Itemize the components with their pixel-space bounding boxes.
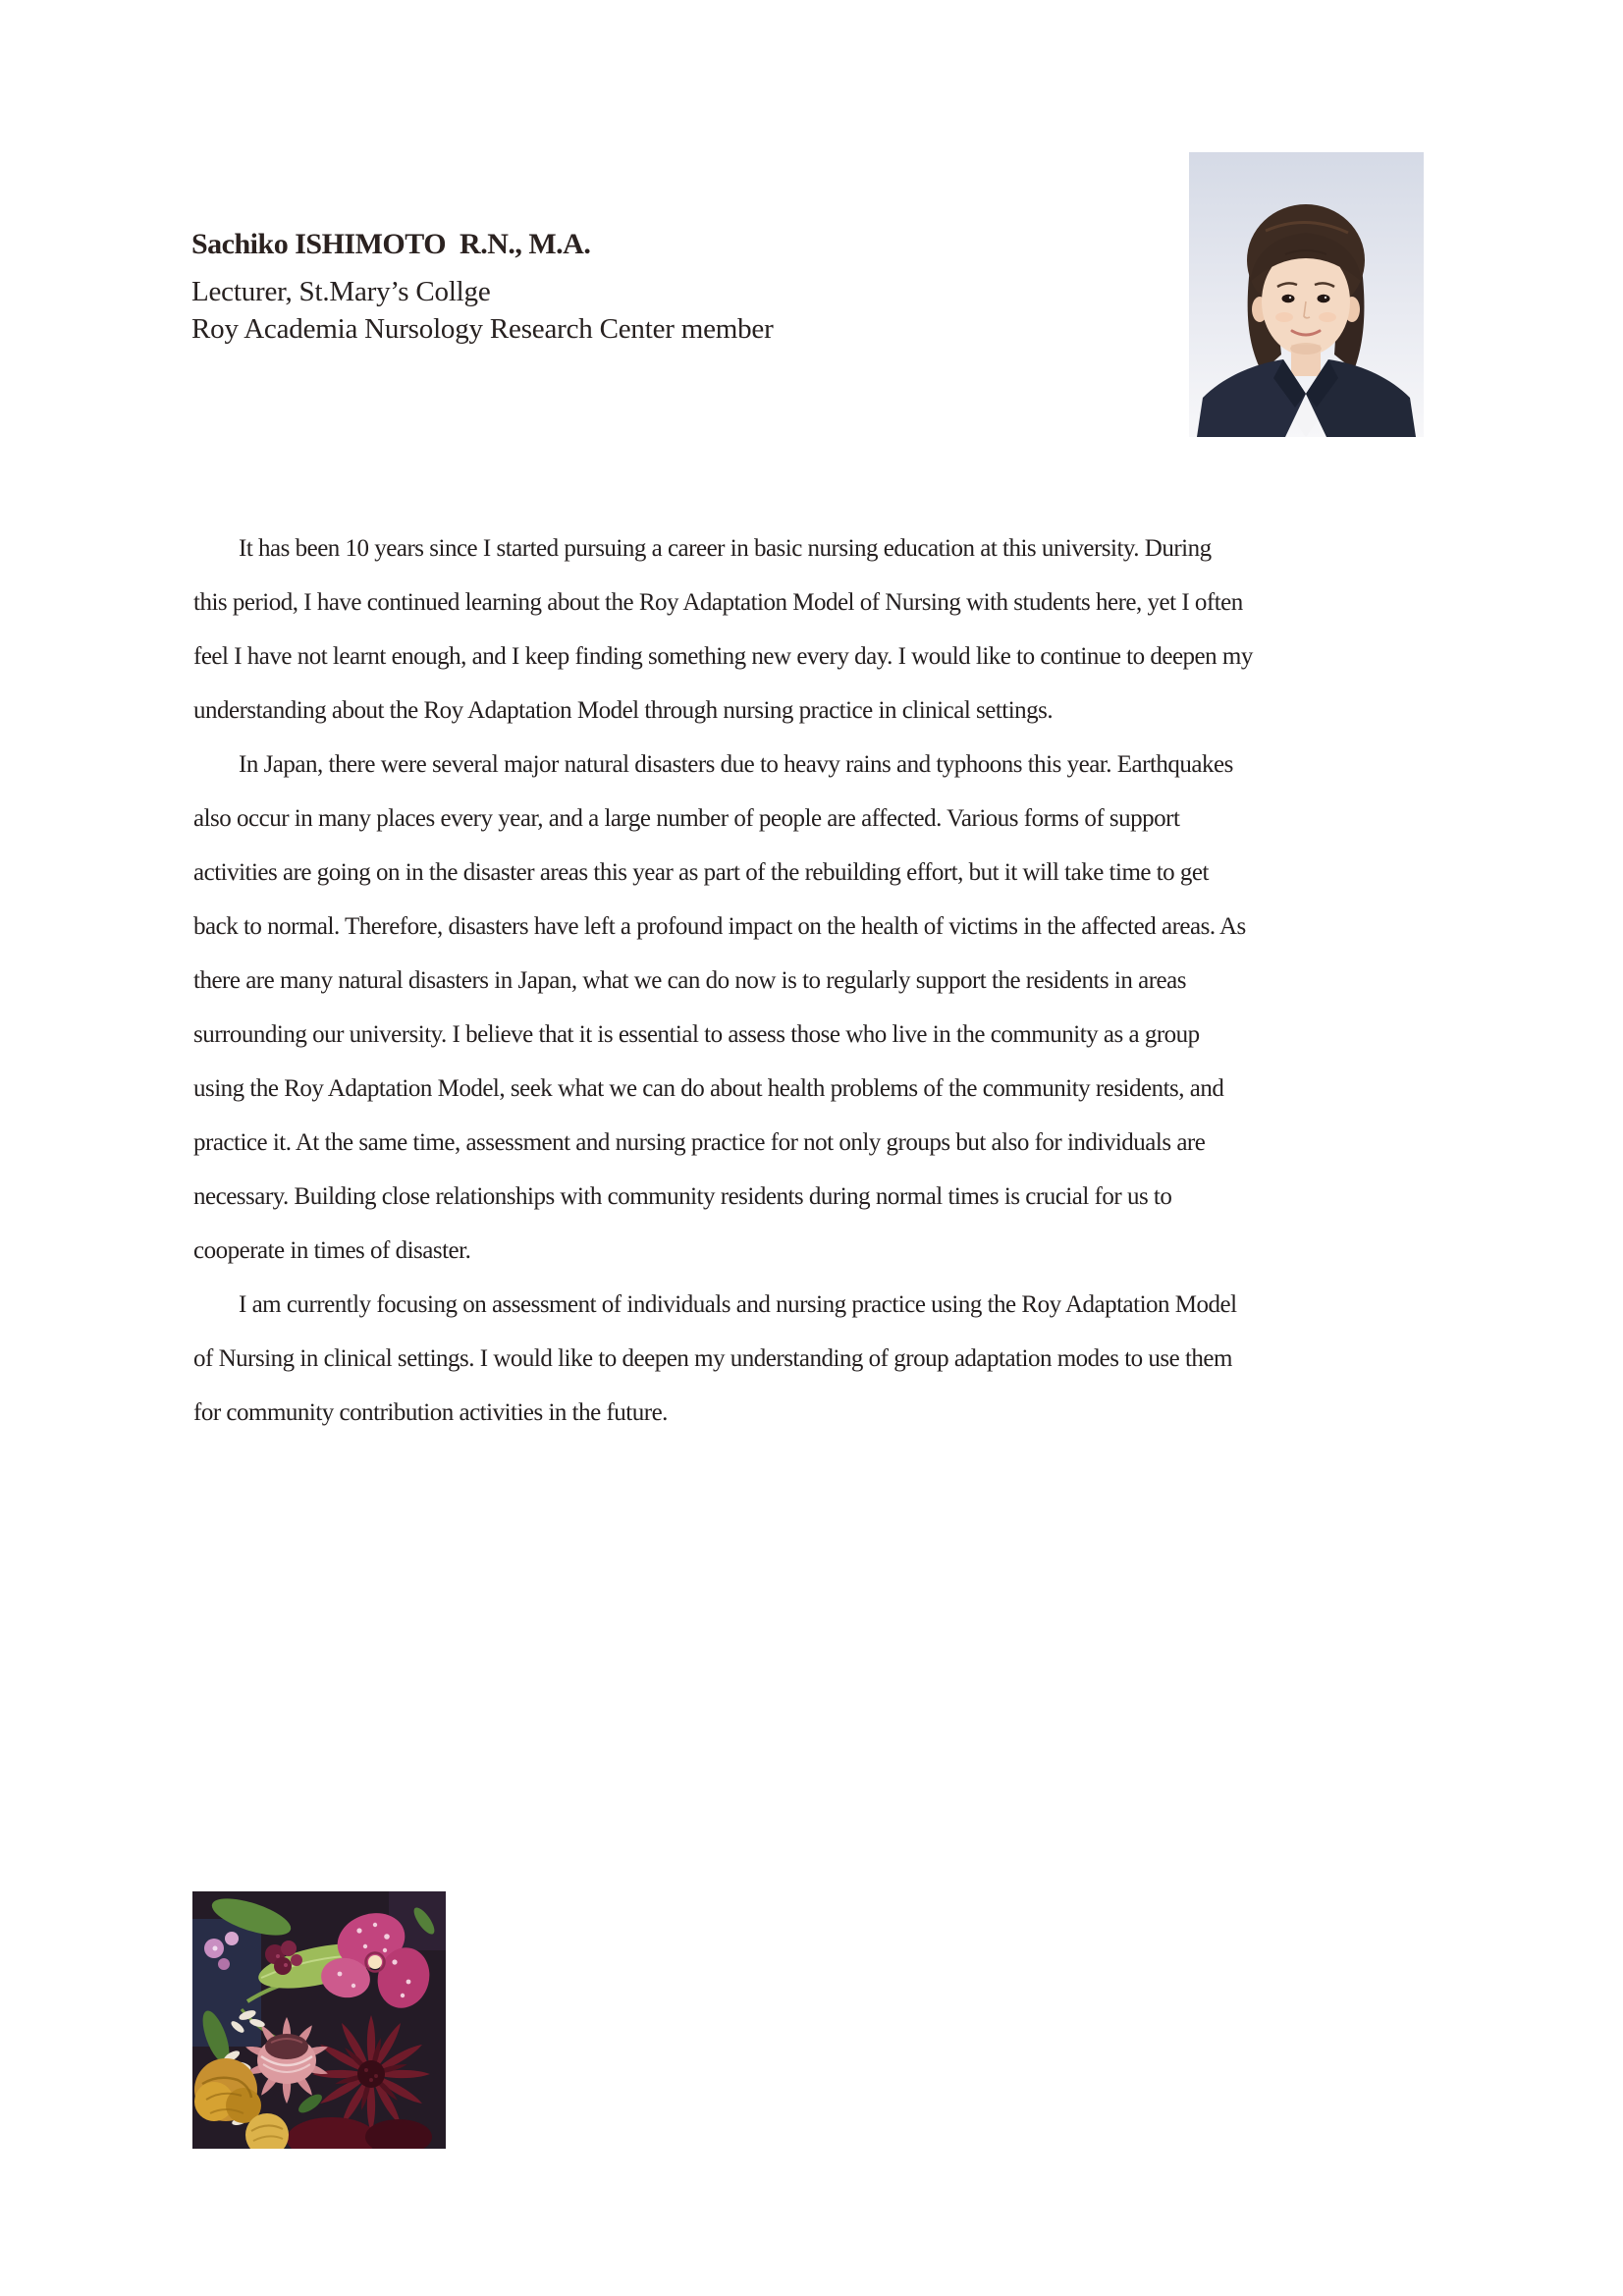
text-line: this period, I have continued learning about the Roy Adaptation Model of Nursing with students here, yet I often [193,589,1243,616]
bouquet-illustration [192,1891,446,2149]
paragraph [193,521,1433,738]
text-line: of Nursing in clinical settings. I would like to deepen my understanding of group adaptation modes to use them [193,1345,1232,1372]
profile-header [191,226,774,348]
text-line: also occur in many places every year, and a large number of people are affected. Various forms of support [193,805,1180,832]
portrait-illustration [1189,152,1424,437]
text-line: there are many natural disasters in Japan, what we can do now is to regularly support the residents in areas [193,967,1186,994]
text-line: for community contribution activities in the future. [193,1399,668,1426]
paragraph [193,738,1433,1278]
flower-bouquet-photo [192,1891,446,2149]
person-title-line: Roy Academia Nursology Research Center member [191,313,774,345]
text-line: necessary. Building close relationships with community residents during normal times is crucial for us to [193,1183,1172,1210]
text-line: cooperate in times of disaster. [193,1237,471,1264]
text-line: surrounding our university. I believe that it is essential to assess those who live in the community as a group [193,1021,1200,1048]
text-line: practice it. At the same time, assessment and nursing practice for not only groups but also for individuals are [193,1129,1206,1156]
text-line: I am currently focusing on assessment of individuals and nursing practice using the Roy Adaptation Model [239,1291,1237,1318]
text-line: using the Roy Adaptation Model, seek what we can do about health problems of the community residents, and [193,1075,1224,1102]
text-line: back to normal. Therefore, disasters have left a profound impact on the health of victims in the affected areas. As [193,913,1246,940]
text-line: feel I have not learnt enough, and I keep finding something new every day. I would like to continue to deepen my [193,643,1253,670]
text-line: activities are going on in the disaster areas this year as part of the rebuilding effort, but it will take time to get [193,859,1209,886]
bio-text [193,521,1433,1440]
person-titles [191,273,774,348]
portrait-photo [1189,152,1424,437]
paragraph [193,1278,1433,1440]
person-title-line: Lecturer, St.Mary’s Collge [191,276,491,307]
text-line: In Japan, there were several major natural disasters due to heavy rains and typhoons this year. Earthquakes [239,751,1233,778]
text-line: understanding about the Roy Adaptation Model through nursing practice in clinical settings. [193,697,1054,724]
person-name: Sachiko ISHIMOTO R.N., M.A. [191,228,591,260]
text-line: It has been 10 years since I started pursuing a career in basic nursing education at this university. During [239,535,1212,562]
